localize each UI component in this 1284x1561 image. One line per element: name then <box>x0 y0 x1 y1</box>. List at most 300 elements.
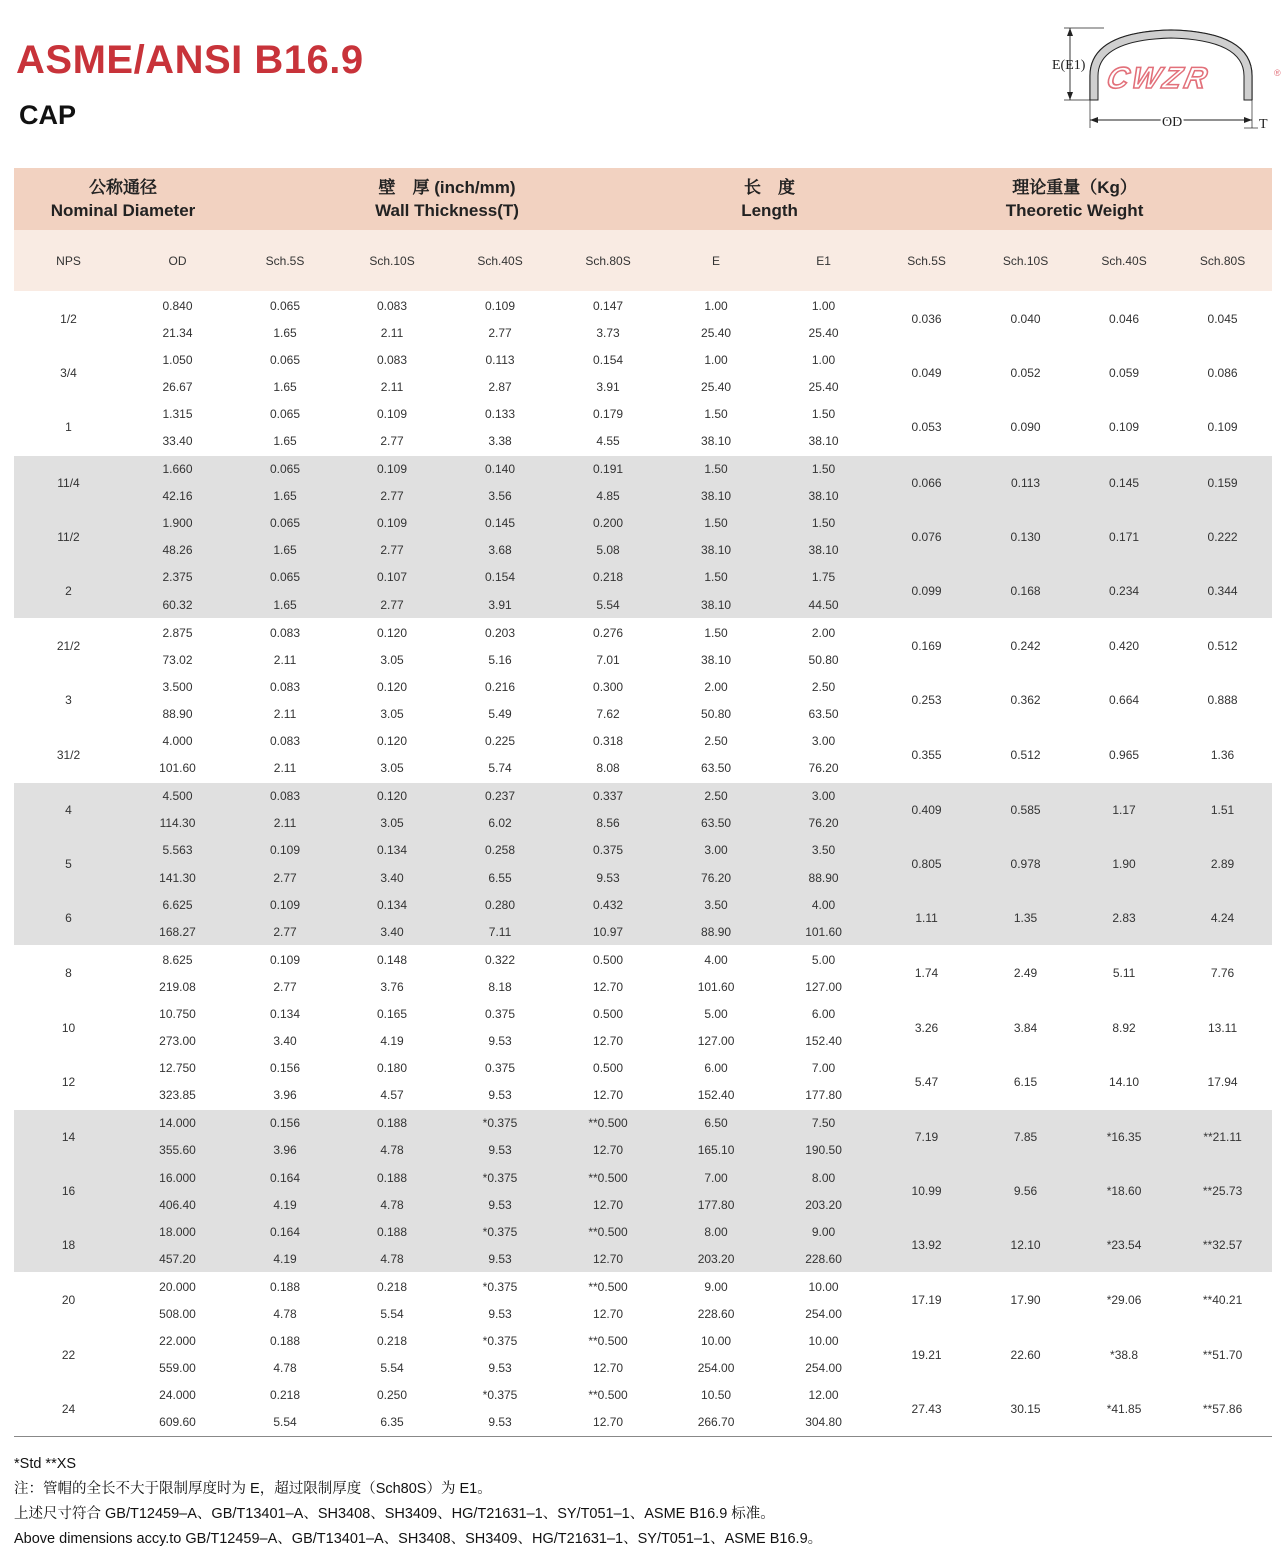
cell-inch: 4.00 <box>770 891 877 918</box>
cell-inch: 0.375 <box>446 1000 554 1027</box>
col-nps: NPS <box>14 230 123 292</box>
cell-mm: 609.60 <box>123 1409 232 1436</box>
cell-inch: 0.218 <box>554 564 662 591</box>
cell-mm: 2.77 <box>338 483 446 510</box>
cell-weight: 2.83 <box>1075 891 1173 946</box>
cell-mm: 4.19 <box>338 1028 446 1055</box>
cell-mm: 2.11 <box>232 755 338 783</box>
cell-inch: 0.120 <box>338 728 446 755</box>
cell-mm: 88.90 <box>123 700 232 727</box>
col-length-e: E <box>662 230 770 292</box>
cell-mm: 4.85 <box>554 483 662 510</box>
cell-weight: 0.253 <box>877 673 976 727</box>
cell-inch: 0.280 <box>446 891 554 918</box>
cell-inch: 0.375 <box>554 837 662 864</box>
cell-weight: 0.512 <box>1173 619 1272 674</box>
cell-inch: 1.00 <box>662 292 770 320</box>
cell-inch: 0.188 <box>232 1328 338 1355</box>
table-row <box>14 619 1272 647</box>
cell-inch: 0.109 <box>338 400 446 427</box>
cell-inch: 22.000 <box>123 1328 232 1355</box>
cell-inch: 0.188 <box>338 1164 446 1191</box>
cell-inch: 1.660 <box>123 455 232 483</box>
cap-diagram <box>1044 10 1284 140</box>
cell-inch: 0.083 <box>338 292 446 320</box>
cell-inch: 6.00 <box>662 1055 770 1082</box>
cell-inch: 4.000 <box>123 728 232 755</box>
cell-weight: 0.664 <box>1075 673 1173 727</box>
cell-inch: 0.218 <box>338 1273 446 1301</box>
header-column-row <box>14 230 1272 292</box>
col-weight-sch10s: Sch.10S <box>976 230 1075 292</box>
cell-weight: 0.086 <box>1173 346 1272 400</box>
cell-weight: 10.99 <box>877 1164 976 1218</box>
cell-inch: 9.00 <box>770 1218 877 1245</box>
cell-inch: 8.00 <box>662 1218 770 1245</box>
cell-inch: 0.180 <box>338 1055 446 1082</box>
cell-inch: 0.083 <box>232 728 338 755</box>
cell-mm: 168.27 <box>123 918 232 946</box>
brand-logo: CWZR <box>1103 62 1213 95</box>
cell-weight: 0.053 <box>877 400 976 455</box>
cell-inch: 0.218 <box>232 1382 338 1409</box>
cell-mm: 12.70 <box>554 1355 662 1382</box>
cell-mm: 7.11 <box>446 918 554 946</box>
cell-mm: 2.11 <box>338 319 446 346</box>
cell-inch: 0.109 <box>446 292 554 320</box>
cell-mm: 3.96 <box>232 1137 338 1164</box>
cell-weight: 0.234 <box>1075 564 1173 619</box>
cell-inch: **0.500 <box>554 1218 662 1245</box>
table-bottom-rule <box>14 1436 1272 1437</box>
od-label: OD <box>1162 115 1183 130</box>
cell-weight: 0.978 <box>976 837 1075 891</box>
cell-mm: 44.50 <box>770 591 877 619</box>
cell-mm: 101.60 <box>123 755 232 783</box>
cell-weight: *18.60 <box>1075 1164 1173 1218</box>
e-label: E(E1) <box>1052 58 1086 73</box>
cell-inch: 0.203 <box>446 619 554 647</box>
cell-inch: *0.375 <box>446 1382 554 1409</box>
table-row <box>14 673 1272 700</box>
cell-nps: 11/4 <box>14 455 123 510</box>
cell-inch: 1.50 <box>662 400 770 427</box>
cell-inch: 0.225 <box>446 728 554 755</box>
cell-mm: 12.70 <box>554 1191 662 1218</box>
col-wall-sch40s: Sch.40S <box>446 230 554 292</box>
cell-nps: 24 <box>14 1382 123 1436</box>
cell-nps: 5 <box>14 837 123 891</box>
cell-inch: 1.00 <box>662 346 770 373</box>
cell-mm: 9.53 <box>446 1028 554 1055</box>
cell-mm: 3.56 <box>446 483 554 510</box>
cell-mm: 25.40 <box>770 319 877 346</box>
cell-weight: 0.052 <box>976 346 1075 400</box>
cell-mm: 63.50 <box>662 810 770 837</box>
cell-mm: 5.08 <box>554 537 662 564</box>
cell-inch: 0.154 <box>446 564 554 591</box>
col-weight-sch40s: Sch.40S <box>1075 230 1173 292</box>
cell-mm: 355.60 <box>123 1137 232 1164</box>
cell-inch: 0.120 <box>338 782 446 810</box>
cell-inch: 5.00 <box>770 946 877 974</box>
cell-mm: 3.91 <box>446 591 554 619</box>
cell-mm: 63.50 <box>662 755 770 783</box>
cell-weight: 0.099 <box>877 564 976 619</box>
cell-mm: 114.30 <box>123 810 232 837</box>
cell-mm: 4.78 <box>338 1137 446 1164</box>
cell-weight: **25.73 <box>1173 1164 1272 1218</box>
cell-weight: 0.076 <box>877 510 976 564</box>
cell-mm: 266.70 <box>662 1409 770 1436</box>
cell-mm: 26.67 <box>123 373 232 400</box>
cell-weight: 5.47 <box>877 1055 976 1110</box>
cell-inch: 0.432 <box>554 891 662 918</box>
cell-weight: **21.11 <box>1173 1109 1272 1164</box>
cell-inch: 10.00 <box>770 1273 877 1301</box>
cell-weight: 7.76 <box>1173 946 1272 1001</box>
cell-mm: 9.53 <box>446 1409 554 1436</box>
cell-mm: 219.08 <box>123 973 232 1000</box>
cell-nps: 3/4 <box>14 346 123 400</box>
cell-weight: 0.888 <box>1173 673 1272 727</box>
cell-inch: 0.145 <box>446 510 554 537</box>
cell-mm: 6.55 <box>446 864 554 891</box>
cell-mm: 9.53 <box>446 1355 554 1382</box>
cell-inch: 3.00 <box>770 782 877 810</box>
cell-weight: 3.84 <box>976 1000 1075 1054</box>
cell-inch: 0.109 <box>232 837 338 864</box>
cell-mm: 2.77 <box>338 537 446 564</box>
cell-inch: 10.750 <box>123 1000 232 1027</box>
cell-inch: 0.250 <box>338 1382 446 1409</box>
cell-inch: 0.300 <box>554 673 662 700</box>
cell-inch: 0.134 <box>338 837 446 864</box>
cell-weight: **57.86 <box>1173 1382 1272 1436</box>
cell-inch: **0.500 <box>554 1328 662 1355</box>
table-row <box>14 564 1272 591</box>
cell-inch: 3.50 <box>770 837 877 864</box>
col-od: OD <box>123 230 232 292</box>
cell-inch: 0.200 <box>554 510 662 537</box>
cell-mm: 25.40 <box>770 373 877 400</box>
cell-weight: 30.15 <box>976 1382 1075 1436</box>
cell-mm: 508.00 <box>123 1300 232 1327</box>
col-weight-sch80s: Sch.80S <box>1173 230 1272 292</box>
cell-inch: 0.065 <box>232 564 338 591</box>
cell-mm: 3.05 <box>338 755 446 783</box>
cell-mm: 9.53 <box>446 1300 554 1327</box>
table-row <box>14 1055 1272 1082</box>
cell-mm: 9.53 <box>446 1245 554 1273</box>
cell-inch: 0.065 <box>232 292 338 320</box>
cell-mm: 2.77 <box>446 319 554 346</box>
cell-inch: 1.75 <box>770 564 877 591</box>
cell-mm: 12.70 <box>554 1082 662 1110</box>
table-row <box>14 510 1272 537</box>
cell-mm: 559.00 <box>123 1355 232 1382</box>
cell-weight: 27.43 <box>877 1382 976 1436</box>
cell-mm: 25.40 <box>662 319 770 346</box>
cell-mm: 165.10 <box>662 1137 770 1164</box>
cell-inch: 6.50 <box>662 1109 770 1137</box>
cell-inch: 8.00 <box>770 1164 877 1191</box>
cell-mm: 9.53 <box>554 864 662 891</box>
cell-weight: 2.89 <box>1173 837 1272 891</box>
t-label: T <box>1259 117 1268 132</box>
cell-inch: 1.900 <box>123 510 232 537</box>
cell-nps: 4 <box>14 782 123 837</box>
cell-weight: 5.11 <box>1075 946 1173 1001</box>
cell-mm: 3.40 <box>338 918 446 946</box>
cell-inch: 1.50 <box>662 510 770 537</box>
cell-inch: 0.134 <box>232 1000 338 1027</box>
table-row <box>14 1273 1272 1301</box>
cell-mm: 3.68 <box>446 537 554 564</box>
cell-mm: 254.00 <box>662 1355 770 1382</box>
cell-mm: 1.65 <box>232 537 338 564</box>
cell-weight: **32.57 <box>1173 1218 1272 1273</box>
col-wall-sch80s: Sch.80S <box>554 230 662 292</box>
cell-mm: 254.00 <box>770 1355 877 1382</box>
cell-inch: 12.750 <box>123 1055 232 1082</box>
cell-weight: 7.85 <box>976 1109 1075 1164</box>
registered-mark: ® <box>1274 68 1281 78</box>
cell-mm: 3.05 <box>338 700 446 727</box>
cell-weight: *38.8 <box>1075 1328 1173 1382</box>
cell-inch: 0.276 <box>554 619 662 647</box>
group-theoretic-weight: 理论重量（Kg） Theoretic Weight <box>877 168 1272 230</box>
cell-weight: 0.066 <box>877 455 976 510</box>
cell-weight: 0.168 <box>976 564 1075 619</box>
cell-mm: 5.54 <box>232 1409 338 1436</box>
cell-mm: 3.38 <box>446 427 554 455</box>
cell-mm: 457.20 <box>123 1245 232 1273</box>
cell-mm: 5.49 <box>446 700 554 727</box>
cell-mm: 4.78 <box>338 1191 446 1218</box>
cell-inch: 1.00 <box>770 346 877 373</box>
cell-inch: 3.00 <box>770 728 877 755</box>
table-row <box>14 728 1272 755</box>
cell-weight: 1.51 <box>1173 782 1272 837</box>
cell-inch: **0.500 <box>554 1273 662 1301</box>
cell-weight: 0.420 <box>1075 619 1173 674</box>
cell-weight: 0.049 <box>877 346 976 400</box>
cell-nps: 1/2 <box>14 292 123 347</box>
cell-inch: 0.065 <box>232 346 338 373</box>
cell-weight: 0.222 <box>1173 510 1272 564</box>
cell-inch: 0.109 <box>338 510 446 537</box>
cell-inch: 0.065 <box>232 510 338 537</box>
cell-weight: 0.171 <box>1075 510 1173 564</box>
cell-mm: 73.02 <box>123 646 232 673</box>
cell-inch: 0.188 <box>232 1273 338 1301</box>
cell-inch: 0.065 <box>232 455 338 483</box>
cell-inch: 0.083 <box>232 619 338 647</box>
cell-inch: 1.50 <box>662 455 770 483</box>
cell-inch: 0.500 <box>554 946 662 974</box>
cell-inch: 18.000 <box>123 1218 232 1245</box>
cell-mm: 38.10 <box>662 483 770 510</box>
cell-mm: 38.10 <box>770 483 877 510</box>
cell-mm: 1.65 <box>232 591 338 619</box>
cell-inch: 0.109 <box>232 891 338 918</box>
cell-mm: 3.05 <box>338 810 446 837</box>
cell-mm: 76.20 <box>770 810 877 837</box>
cell-nps: 6 <box>14 891 123 946</box>
cell-inch: 0.218 <box>338 1328 446 1355</box>
cell-mm: 4.55 <box>554 427 662 455</box>
cell-mm: 3.40 <box>232 1028 338 1055</box>
cell-mm: 5.16 <box>446 646 554 673</box>
cell-mm: 2.11 <box>232 810 338 837</box>
cell-inch: 0.109 <box>232 946 338 974</box>
cell-inch: 0.179 <box>554 400 662 427</box>
cell-mm: 4.78 <box>338 1245 446 1273</box>
cell-inch: 2.00 <box>770 619 877 647</box>
cell-mm: 8.56 <box>554 810 662 837</box>
cell-weight: *29.06 <box>1075 1273 1173 1328</box>
cell-mm: 5.74 <box>446 755 554 783</box>
cell-inch: 0.322 <box>446 946 554 974</box>
cell-inch: 7.00 <box>770 1055 877 1082</box>
cell-mm: 76.20 <box>770 755 877 783</box>
cell-mm: 1.65 <box>232 427 338 455</box>
cell-weight: 0.109 <box>1173 400 1272 455</box>
cell-inch: 0.083 <box>232 782 338 810</box>
notes <box>14 1452 1274 1552</box>
cell-inch: *0.375 <box>446 1164 554 1191</box>
cell-weight: 2.49 <box>976 946 1075 1001</box>
cell-inch: 0.120 <box>338 673 446 700</box>
note-standards-en: Above dimensions accy.to GB/T12459–A、GB/T13401–A、SH3408、SH3409、HG/T21631–1、SY/T051–1、ASME B16.9。 <box>14 1531 823 1547</box>
cell-weight: **51.70 <box>1173 1328 1272 1382</box>
cell-mm: 2.77 <box>338 591 446 619</box>
cell-mm: 101.60 <box>662 973 770 1000</box>
cell-mm: 12.70 <box>554 1028 662 1055</box>
table-row <box>14 1164 1272 1191</box>
cell-weight: 0.965 <box>1075 728 1173 783</box>
cell-weight: 1.36 <box>1173 728 1272 783</box>
cell-inch: 0.148 <box>338 946 446 974</box>
cell-inch: 1.00 <box>770 292 877 320</box>
cell-weight: 7.19 <box>877 1109 976 1164</box>
cell-weight: *23.54 <box>1075 1218 1173 1273</box>
cell-nps: 18 <box>14 1218 123 1273</box>
cell-weight: 0.090 <box>976 400 1075 455</box>
cell-mm: 8.18 <box>446 973 554 1000</box>
cell-mm: 273.00 <box>123 1028 232 1055</box>
cell-weight: 0.145 <box>1075 455 1173 510</box>
cell-inch: 0.500 <box>554 1055 662 1082</box>
cell-weight: 17.94 <box>1173 1055 1272 1110</box>
cell-mm: 50.80 <box>770 646 877 673</box>
dimensions-table-container <box>14 168 1272 1437</box>
cell-inch: 0.237 <box>446 782 554 810</box>
cell-inch: 0.191 <box>554 455 662 483</box>
cell-weight: 19.21 <box>877 1328 976 1382</box>
cell-inch: *0.375 <box>446 1109 554 1137</box>
cell-inch: 0.113 <box>446 346 554 373</box>
cell-nps: 22 <box>14 1328 123 1382</box>
cell-inch: 0.165 <box>338 1000 446 1027</box>
cell-mm: 6.02 <box>446 810 554 837</box>
cell-mm: 190.50 <box>770 1137 877 1164</box>
cell-inch: 14.000 <box>123 1109 232 1137</box>
cell-mm: 406.40 <box>123 1191 232 1218</box>
cell-mm: 1.65 <box>232 483 338 510</box>
table-row <box>14 1000 1272 1027</box>
cell-inch: 0.375 <box>446 1055 554 1082</box>
cell-mm: 203.20 <box>662 1245 770 1273</box>
cell-weight: 17.90 <box>976 1273 1075 1328</box>
cell-inch: 5.563 <box>123 837 232 864</box>
cell-inch: 0.083 <box>232 673 338 700</box>
cell-mm: 4.57 <box>338 1082 446 1110</box>
cell-nps: 20 <box>14 1273 123 1328</box>
cell-inch: 0.318 <box>554 728 662 755</box>
cell-mm: 254.00 <box>770 1300 877 1327</box>
cell-inch: 3.50 <box>662 891 770 918</box>
note-std-xs: *Std **XS <box>14 1456 77 1472</box>
cell-inch: 1.50 <box>770 400 877 427</box>
cell-nps: 14 <box>14 1109 123 1164</box>
cell-inch: 0.164 <box>232 1218 338 1245</box>
cell-nps: 8 <box>14 946 123 1001</box>
note-standards-cn: 上述尺寸符合 GB/T12459–A、GB/T13401–A、SH3408、SH3409、HG/T21631–1、SY/T051–1、ASME B16.9 标准。 <box>14 1506 775 1522</box>
table-row <box>14 946 1272 974</box>
cell-inch: 1.50 <box>662 564 770 591</box>
cell-inch: 0.133 <box>446 400 554 427</box>
cell-mm: 38.10 <box>662 537 770 564</box>
cell-weight: *41.85 <box>1075 1382 1173 1436</box>
cell-inch: 0.840 <box>123 292 232 320</box>
cell-inch: 0.147 <box>554 292 662 320</box>
cell-nps: 10 <box>14 1000 123 1054</box>
cell-weight: 1.17 <box>1075 782 1173 837</box>
cell-nps: 1 <box>14 400 123 455</box>
cell-mm: 3.76 <box>338 973 446 1000</box>
table-row <box>14 455 1272 483</box>
header-group-row <box>14 168 1272 230</box>
cell-inch: 0.065 <box>232 400 338 427</box>
cell-weight: 0.512 <box>976 728 1075 783</box>
cell-weight: 0.344 <box>1173 564 1272 619</box>
cell-inch: 7.00 <box>662 1164 770 1191</box>
cell-mm: 2.77 <box>232 864 338 891</box>
cell-mm: 21.34 <box>123 319 232 346</box>
cell-weight: *16.35 <box>1075 1109 1173 1164</box>
cell-inch: 9.00 <box>662 1273 770 1301</box>
cell-mm: 4.19 <box>232 1245 338 1273</box>
cell-mm: 3.05 <box>338 646 446 673</box>
cell-weight: 12.10 <box>976 1218 1075 1273</box>
cell-inch: 10.00 <box>770 1328 877 1355</box>
cell-weight: **40.21 <box>1173 1273 1272 1328</box>
cell-mm: 4.78 <box>232 1300 338 1327</box>
cell-inch: 0.107 <box>338 564 446 591</box>
cell-mm: 12.70 <box>554 1300 662 1327</box>
table-row <box>14 292 1272 320</box>
cell-mm: 48.26 <box>123 537 232 564</box>
page-subtitle: CAP <box>19 100 77 130</box>
cell-weight: 0.169 <box>877 619 976 674</box>
cell-mm: 42.16 <box>123 483 232 510</box>
cell-mm: 50.80 <box>662 700 770 727</box>
cell-mm: 38.10 <box>662 591 770 619</box>
cell-mm: 12.70 <box>554 973 662 1000</box>
cell-inch: 6.00 <box>770 1000 877 1027</box>
